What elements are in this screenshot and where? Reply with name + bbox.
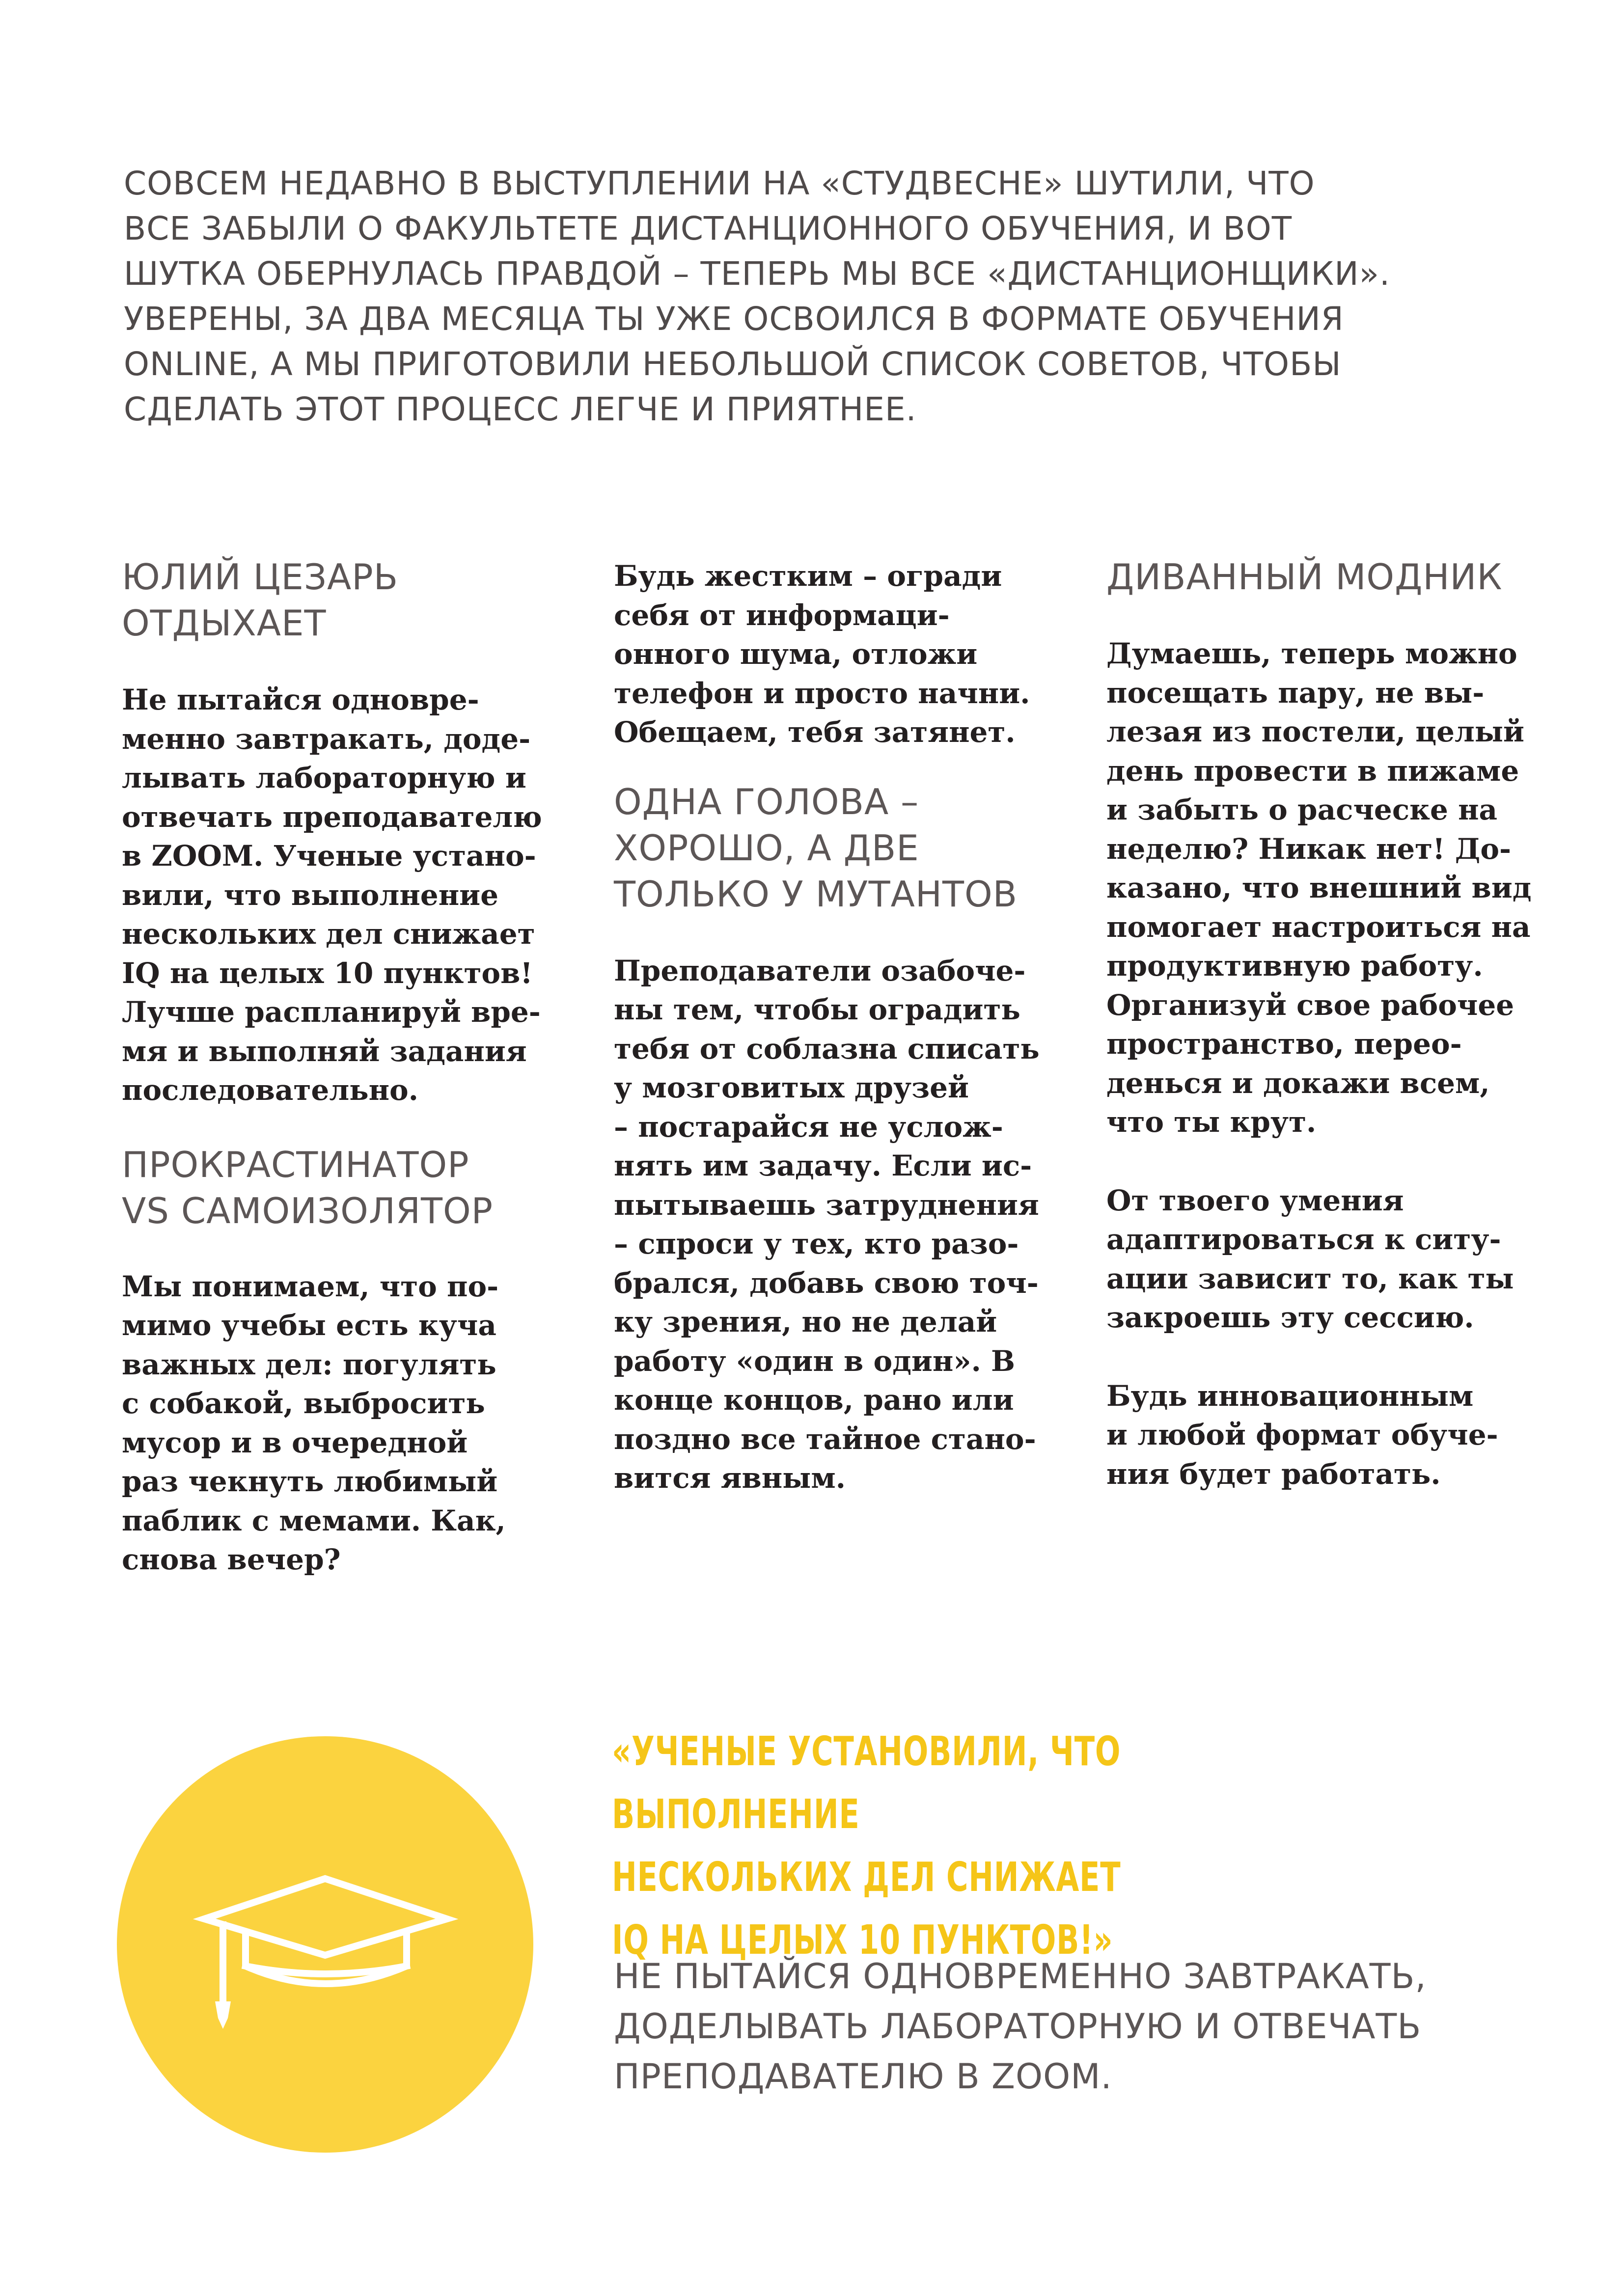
intro-paragraph xyxy=(124,161,1509,432)
column-1 xyxy=(122,554,564,1580)
section-body-tough: Будь жестким – огради себя от информаци- онного шума, отложи телефон и просто начни. Обещаем, тебя затянет. xyxy=(614,559,1030,749)
column-3 xyxy=(1106,554,1548,1494)
graduation-cap-icon xyxy=(117,1736,533,2153)
section-heading-fashion: ДИВАННЫЙ МОДНИК xyxy=(1106,556,1503,598)
section-body-adapt: От твоего умения адаптироваться к ситу- ации зависит то, как ты закроешь эту сессию. xyxy=(1106,1183,1514,1334)
section-body-mutants: Преподаватели озабоче- ны тем, чтобы оградить тебя от соблазна списать у мозговитых друзей – постарайся не услож- нять им задачу. Если ис- пытываешь затруднения – спроси у тех, кто разо- брался, добавь свою точ- ку зрения, но не делай работу «один в один». В конце концов, рано или поздно все тайное стано- вится явным. xyxy=(614,954,1040,1495)
section-body-innovate: Будь инновационным и любой формат обуче- ния будет работать. xyxy=(1106,1379,1498,1491)
section-body-caesar: Не пытайся одновре- менно завтракать, доде- лывать лабораторную и отвечать преподавателю в ZOOM. Ученые устано- вили, что выполнение нескольких дел снижает IQ на целых 10 пунктов! Лучше распланируй вре- мя и выполняй задания последовательно. xyxy=(122,683,542,1107)
section-heading-caesar: ЮЛИЙ ЦЕЗАРЬ ОТДЫХАЕТ xyxy=(122,556,399,644)
section-body-procrastinator: Мы понимаем, что по- мимо учебы есть куча важных дел: погулять с собакой, выбросить мусор и в очередной раз чекнуть любимый паблик с мемами. Как, снова вечер? xyxy=(122,1269,506,1576)
pull-quote-sub-line: ДОДЕЛЫВАТЬ ЛАБОРАТОРНУЮ И ОТВЕЧАТЬ xyxy=(614,2006,1422,2047)
pull-quote-sub-line: ПРЕПОДАВАТЕЛЮ В ZOOM. xyxy=(614,2056,1112,2097)
intro-line: СДЕЛАТЬ ЭТОТ ПРОЦЕСС ЛЕГЧЕ И ПРИЯТНЕЕ. xyxy=(124,390,917,428)
intro-line: ВСЕ ЗАБЫЛИ О ФАКУЛЬТЕТЕ ДИСТАНЦИОННОГО ОБУЧЕНИЯ, И ВОТ xyxy=(124,210,1293,247)
pull-quote-line: IQ НА ЦЕЛЫХ 10 ПУНКТОВ!» xyxy=(612,1917,1113,1964)
column-2 xyxy=(614,554,1056,1498)
intro-line: СОВСЕМ НЕДАВНО В ВЫСТУПЛЕНИИ НА «СТУДВЕСНЕ» ШУТИЛИ, ЧТО xyxy=(124,164,1315,202)
intro-line: ONLINE, А МЫ ПРИГОТОВИЛИ НЕБОЛЬШОЙ СПИСОК СОВЕТОВ, ЧТОБЫ xyxy=(124,345,1342,383)
pull-quote-line: НЕСКОЛЬКИХ ДЕЛ СНИЖАЕТ xyxy=(612,1854,1121,1901)
yellow-circle xyxy=(117,1736,533,2153)
pull-quote-subtext xyxy=(614,1951,1547,2102)
section-heading-mutants: ОДНА ГОЛОВА – ХОРОШО, А ДВЕ ТОЛЬКО У МУТАНТОВ xyxy=(614,781,1018,915)
section-body-fashion: Думаешь, теперь можно посещать пару, не вы- лезая из постели, целый день провести в пижаме и забыть о расческе на неделю? Никак нет! До- казано, что внешний вид помогает настроиться на продуктивную работу. Организуй свое рабочее пространство, переo- денься и докажи всем, что ты крут. xyxy=(1106,637,1532,1139)
pull-quote-line: «УЧЕНЫЕ УСТАНОВИЛИ, ЧТО ВЫПОЛНЕНИЕ xyxy=(612,1728,1121,1838)
section-heading-procrastinator: ПРОКРАСТИНАТОР VS САМОИЗОЛЯТОР xyxy=(122,1144,494,1231)
pull-quote xyxy=(612,1721,1302,1972)
intro-line: ШУТКА ОБЕРНУЛАСЬ ПРАВДОЙ – ТЕПЕРЬ МЫ ВСЕ «ДИСТАНЦИОНЩИКИ». xyxy=(124,255,1390,293)
pull-quote-sub-line: НЕ ПЫТАЙСЯ ОДНОВРЕМЕННО ЗАВТРАКАТЬ, xyxy=(614,1956,1427,1996)
intro-line: УВЕРЕНЫ, ЗА ДВА МЕСЯЦА ТЫ УЖЕ ОСВОИЛСЯ В ФОРМАТЕ ОБУЧЕНИЯ xyxy=(124,300,1344,338)
